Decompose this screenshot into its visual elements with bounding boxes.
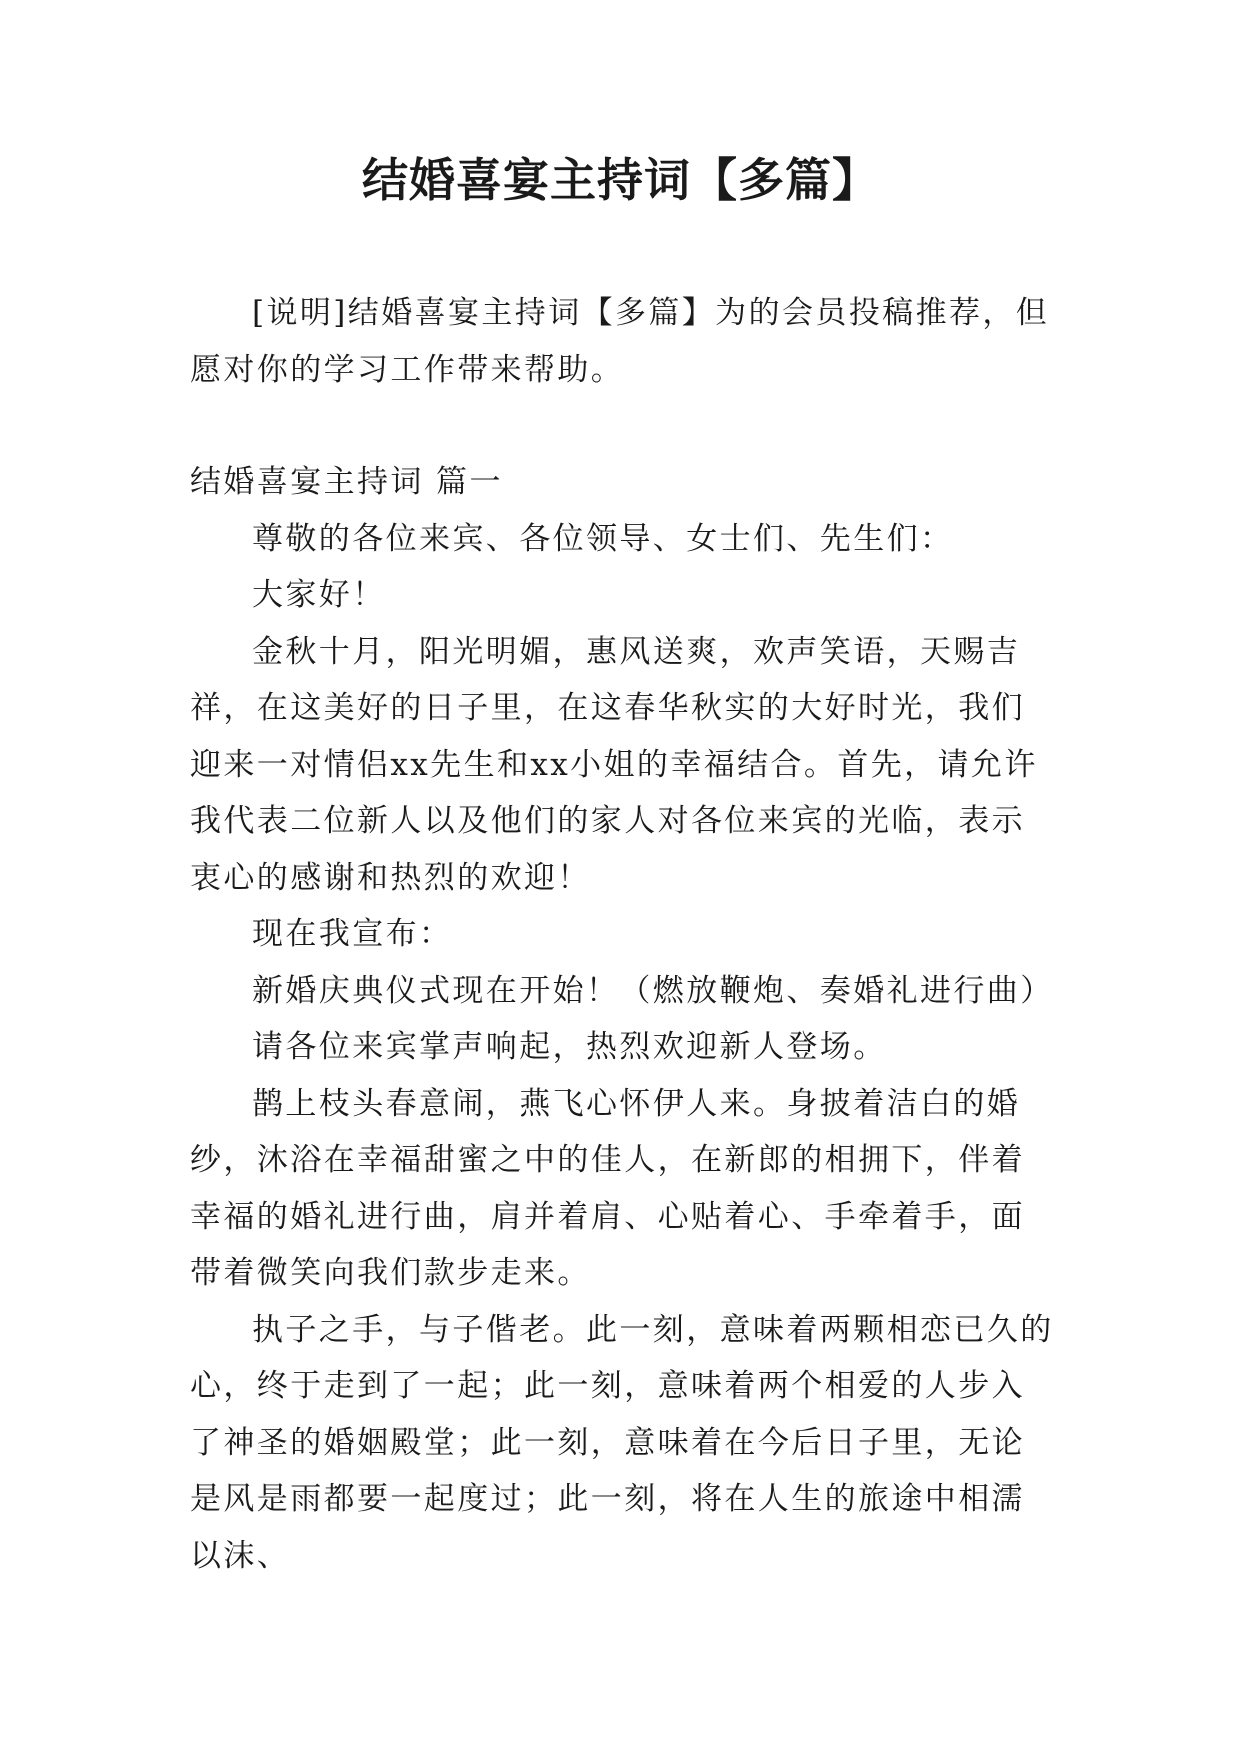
- paragraph-announce: 现在我宣布：: [252, 916, 453, 952]
- section-heading: 结婚喜宴主持词 篇一: [190, 464, 503, 500]
- paragraph-bride-entrance: 鹊上枝头春意闹，燕飞心怀伊人来。身披着洁白的婚纱，沐浴在幸福甜蜜之中的佳人，在新郎的相拥下，伴着幸福的婚礼进行曲，肩并着肩、心贴着心、手牵着手，面带着微笑向我们款步走来。: [190, 1085, 1025, 1291]
- intro-paragraph: [说明]结婚喜宴主持词【多篇】为的会员投稿推荐，但愿对你的学习工作带来帮助。: [190, 295, 1050, 388]
- paragraph-applause: 请各位来宾掌声响起，热烈欢迎新人登场。: [252, 1029, 887, 1065]
- paragraph-welcome: 金秋十月，阳光明媚，惠风送爽，欢声笑语，天赐吉祥，在这美好的日子里，在这春华秋实的大好时光，我们迎来一对情侣xx先生和xx小姐的幸福结合。首先，请允许我代表二位新人以及他们的家人对各位来宾的光临，表示衷心的感谢和热烈的欢迎！: [190, 633, 1038, 896]
- paragraph-greeting: 尊敬的各位来宾、各位领导、女士们、先生们：: [252, 520, 954, 557]
- paragraph-hello: 大家好！: [252, 577, 386, 613]
- document-body: [190, 285, 1058, 1584]
- document-title: 结婚喜宴主持词【多篇】: [362, 153, 879, 207]
- paragraph-ceremony-start: 新婚庆典仪式现在开始！（燃放鞭炮、奏婚礼进行曲）: [252, 972, 1054, 1009]
- paragraph-hand-in-hand: 执子之手，与子偕老。此一刻，意味着两颗相恋已久的心，终于走到了一起；此一刻，意味着两个相爱的人步入了神圣的婚姻殿堂；此一刻，意味着在今后日子里，无论是风是雨都要一起度过；此一刻，将在人生的旅途中相濡以沫、: [190, 1311, 1054, 1574]
